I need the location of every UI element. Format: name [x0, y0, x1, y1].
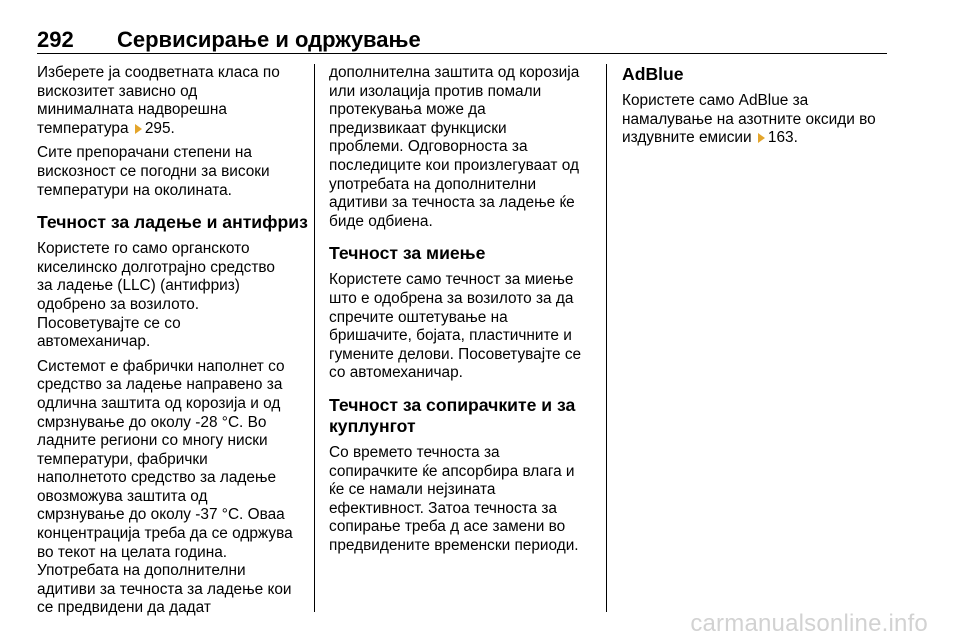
text-line: овозможува заштита од	[37, 487, 208, 505]
arrow-right-icon	[758, 133, 765, 143]
text-line: смрзнување до околу -28 °C. Во	[37, 413, 267, 431]
page-reference-link[interactable]: 295.	[144, 119, 175, 137]
page-number: 292	[37, 27, 74, 52]
text-line: ладните региони со многу ниски	[37, 432, 268, 450]
text-line: дополнителна заштита од корозија	[329, 64, 580, 81]
paragraph-additives	[329, 64, 599, 231]
text-line: во текот на целата година.	[37, 543, 228, 561]
text-line: Користете го само органското	[37, 240, 250, 258]
paragraph-coolant-protection	[37, 358, 303, 618]
text-line: гумените делови. Посоветувајте се	[329, 345, 582, 363]
text-line: или изолација против помали	[329, 82, 542, 100]
text-line: температури, фабрички	[37, 450, 208, 468]
text-fragment: температура	[37, 119, 129, 137]
text-line: адитиви за течноста за ладење ќе	[329, 194, 575, 212]
paragraph-viscosity-grades	[37, 144, 303, 200]
paragraph-adblue	[622, 92, 890, 148]
section-title: Сервисирање и одржување	[117, 27, 421, 52]
text-line: протекувања може да	[329, 101, 486, 119]
text-line: Системот е фабрички наполнет со	[37, 357, 285, 375]
text-line: смрзнување до околу -37 °C. Оваа	[37, 506, 285, 524]
text-line: за ладење (LLC) (антифриз)	[37, 277, 240, 295]
text-line: температури на околината.	[37, 181, 232, 199]
text-line: проблеми. Одговорноста за	[329, 138, 528, 156]
heading-washer-fluid: Течност за миење	[329, 243, 486, 264]
text-line: автомеханичар.	[37, 333, 151, 351]
paragraph-viscosity-class	[37, 64, 303, 138]
text-line: Посоветувајте се со	[37, 314, 181, 332]
column-3	[622, 64, 890, 154]
heading-coolant: Течност за ладење и антифриз	[37, 212, 308, 233]
text-line	[37, 120, 303, 139]
text-line: Изберете ја соодветната класа по	[37, 64, 280, 81]
column-divider	[314, 64, 315, 612]
page-reference-link[interactable]: 163.	[767, 129, 798, 147]
text-line: киселинско долготрајно средство	[37, 258, 275, 276]
text-fragment: издувните емисии	[622, 129, 752, 147]
paragraph-coolant-usage	[37, 240, 303, 352]
text-line: намалување на азотните оксиди во	[622, 110, 876, 128]
text-line: минималната надворешна	[37, 101, 227, 119]
text-line: со автомеханичар.	[329, 364, 463, 382]
text-line: вискозност се погодни за високи	[37, 162, 270, 180]
paragraph-washer-fluid	[329, 271, 599, 383]
text-line: предвидените временски периоди.	[329, 536, 579, 554]
header-divider	[37, 53, 887, 54]
heading-line: Течност за сопирачките и за	[329, 394, 576, 415]
heading-brake-clutch-fluid	[329, 395, 599, 437]
column-1	[37, 64, 308, 624]
text-line: концентрација треба да се одржува	[37, 525, 293, 543]
text-line: Сите препорачани степени на	[37, 144, 252, 162]
column-divider	[606, 64, 607, 612]
text-line: што е одобрена за возилото за да	[329, 289, 574, 307]
text-line: Со времето течноста за	[329, 443, 500, 461]
text-line: одлична заштита од корозија и од	[37, 394, 281, 412]
text-line: спречите оштетување на	[329, 308, 508, 326]
text-line: ќе се намали нејзината	[329, 481, 496, 499]
text-line: предизвикаат функциски	[329, 119, 507, 137]
text-line: се предвидени да дадат	[37, 599, 211, 617]
text-line: Користете само течност за миење	[329, 271, 574, 289]
text-line: последиците кои произлегуваат од	[329, 156, 579, 174]
text-line: адитиви за течноста за ладење кои	[37, 580, 292, 598]
watermark: carmanualsonline.info	[690, 610, 928, 637]
text-line: ефективност. Затоа течноста за	[329, 499, 557, 517]
text-line: сопирање треба д асе замени во	[329, 518, 566, 536]
heading-line: куплунгот	[329, 415, 416, 436]
text-line: сопирачките ќе апсорбира влага и	[329, 462, 575, 480]
text-line: употребата на дополнителни	[329, 175, 537, 193]
text-line: одобрено за возилото.	[37, 295, 200, 313]
arrow-right-icon	[135, 124, 142, 134]
heading-adblue: AdBlue	[622, 64, 684, 84]
text-line: биде одбиена.	[329, 212, 433, 230]
text-line: бришачите, бојата, пластичните и	[329, 327, 572, 345]
column-2	[329, 64, 599, 561]
text-line	[622, 129, 890, 148]
text-line: Употребата на дополнителни	[37, 562, 246, 580]
text-line: наполнетото средство за ладење	[37, 469, 277, 487]
text-line: вискозитет зависно од	[37, 82, 198, 100]
text-line: средство за ладење направено за	[37, 376, 283, 394]
text-line: Користете само AdBlue за	[622, 92, 809, 109]
paragraph-brake-fluid	[329, 444, 599, 556]
